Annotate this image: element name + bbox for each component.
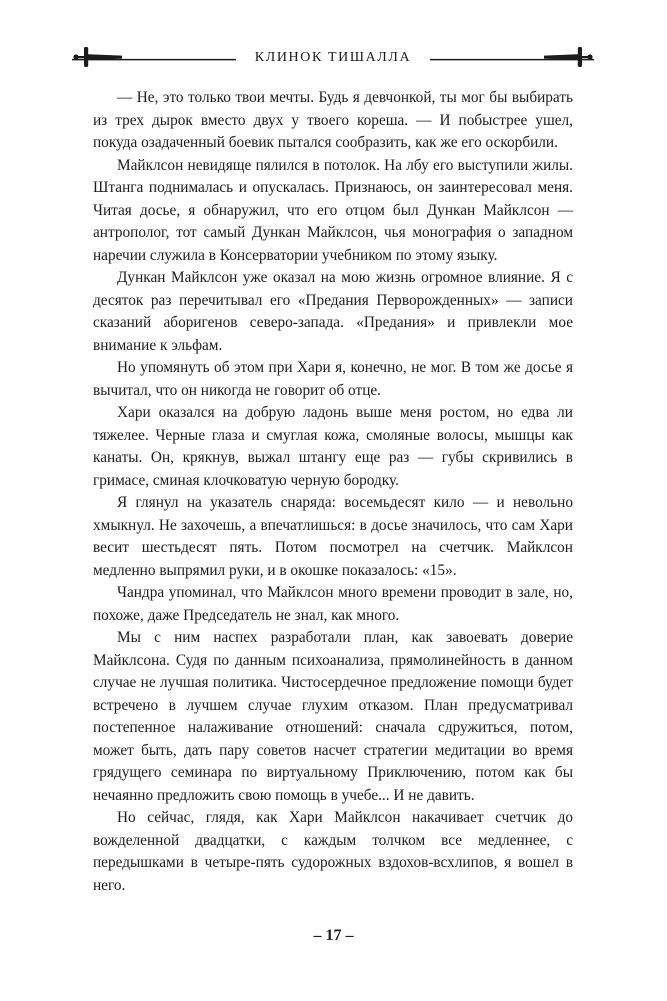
page-number: – 17 –: [313, 927, 354, 944]
paragraph: Я глянул на указатель снаряда: восемьдесят кило — и невольно хмыкнул. Не захочешь, а впечатлишься: в досье значилось, что сам Хари весит шестьдесят пять. Потом посмотрел на счетчик. Майклсон медленно выпрямил руки, и в окошке показалось: «15».: [93, 494, 573, 579]
paragraph: Чандра упоминал, что Майклсон много времени проводит в зале, но, похоже, даже Председатель не знал, как много.: [93, 584, 573, 624]
paragraph: Майклсон невидяще пялился в потолок. На лбу его выступили жилы. Штанга поднималась и опускалась. Признаюсь, он заинтересовал меня. Читая досье, я обнаружил, что его отцом был Дункан Майклсон — антрополог, тот самый Дункан Майклсон, чья монография о западном наречии служила в Консерватории учебником по этому языку.: [93, 156, 573, 264]
paragraph: — Не, это только твои мечты. Будь я девчонкой, ты мог бы выбирать из трех дырок вместо двух у твоего кореша. — И побыстрее ушел, покуда озадаченный боевик пытался сообразить, как же его оскорбили.: [93, 89, 573, 151]
paragraph: Но упомянуть об этом при Хари я, конечно, не мог. В том же досье я вычитал, что он никогда не говорит об отце.: [93, 359, 573, 399]
paragraph: Дункан Майклсон уже оказал на мою жизнь огромное влияние. Я с десяток раз перечитывал его «Предания Перворожденных» — записи сказаний аборигенов северо-запада. «Предания» и привлекли мое внимание к эльфам.: [93, 269, 573, 354]
paragraph: Хари оказался на добрую ладонь выше меня ростом, но едва ли тяжелее. Черные глаза и смуглая кожа, смоляные волосы, мышцы как канаты. Он, крякнув, выжал штангу еще раз — губы скривились в гримасе, сминая клочковатую черную бородку.: [93, 404, 573, 489]
paragraph: Но сейчас, глядя, как Хари Майклсон накачивает счетчик до вожделенной двадцатки, с каждым толчком все медленнее, с передышками в четыре-пять судорожных вздохов-всхлипов, я вошел в него.: [93, 809, 573, 894]
body-text: [93, 87, 573, 897]
running-header: [72, 40, 594, 76]
paragraph: Мы с ним наспех разработали план, как завоевать доверие Майклсона. Судя по данным психоанализа, прямолинейность в данном случае не лучшая политика. Чистосердечное предложение помощи будет встречено в лучшем случае глухим отказом. План предусматривал постепенное налаживание отношений: сначала сдружиться, потом, может быть, дать пару советов насчет стратегии медитации во время грядущего семинара по виртуальному Приключению, потом как бы нечаянно предложить свою помощь в учебе... И не давить.: [93, 629, 573, 804]
running-title: КЛИНОК ТИШАЛЛА: [254, 50, 412, 65]
